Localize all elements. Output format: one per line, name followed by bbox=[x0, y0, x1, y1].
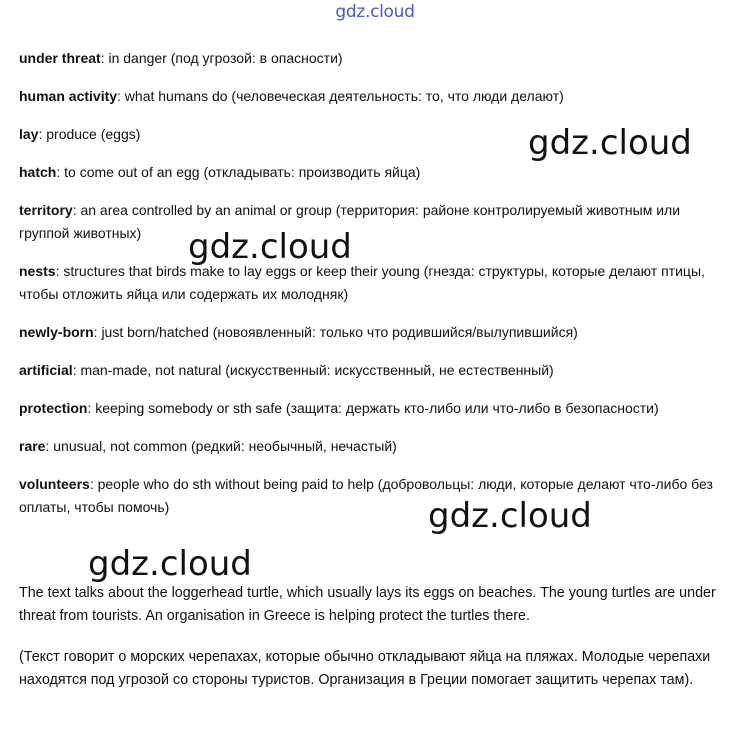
glossary-definition: : what humans do (человеческая деятельность: то, что люди делают) bbox=[117, 88, 564, 104]
glossary-definition: : keeping somebody or sth safe (защита: держать кто-либо или что-либо в безопасности) bbox=[87, 400, 659, 416]
glossary-definition: : to come out of an egg (откладывать: производить яйца) bbox=[56, 164, 421, 180]
glossary-entry bbox=[19, 199, 731, 245]
watermark-text: gdz.cloud bbox=[428, 496, 592, 536]
glossary-entry bbox=[19, 397, 731, 420]
glossary-term: protection bbox=[19, 400, 88, 416]
glossary-entry bbox=[19, 85, 731, 108]
glossary-list bbox=[19, 47, 731, 534]
glossary-term: under threat bbox=[19, 50, 101, 66]
glossary-entry bbox=[19, 359, 731, 382]
glossary-definition: : produce (eggs) bbox=[38, 126, 141, 142]
glossary-term: rare bbox=[19, 438, 46, 454]
glossary-term: human activity bbox=[19, 88, 118, 104]
glossary-term: hatch bbox=[19, 164, 57, 180]
glossary-term: lay bbox=[19, 126, 39, 142]
glossary-definition: : an area controlled by an animal or group (территория: районе контролируемый животным или группой животных) bbox=[19, 202, 681, 241]
glossary-definition: : man-made, not natural (искусственный: искусственный, не естественный) bbox=[72, 362, 554, 378]
glossary-definition: : structures that birds make to lay eggs or keep their young (гнезда: структуры, которые делают птицы, чтобы отложить яйца или содержать их молодняк) bbox=[19, 263, 705, 302]
glossary-term: nests bbox=[19, 263, 56, 279]
glossary-term: volunteers bbox=[19, 476, 90, 492]
glossary-term: territory bbox=[19, 202, 73, 218]
glossary-entry bbox=[19, 435, 731, 458]
watermark-text: gdz.cloud bbox=[528, 123, 692, 163]
summary-russian: (Текст говорит о морских черепахах, которые обычно откладывают яйца на пляжах. Молодые черепахи находятся под угрозой со стороны туристов. Организация в Греции помогает защитить черепах там). bbox=[19, 649, 711, 688]
glossary-definition: : people who do sth without being paid to help (добровольцы: люди, которые делают что-либо без оплаты, чтобы помочь) bbox=[19, 476, 713, 515]
glossary-term: artificial bbox=[19, 362, 73, 378]
glossary-definition: : just born/hatched (новоявленный: только что родившийся/вылупившийся) bbox=[93, 324, 578, 340]
glossary-definition: : in danger (под угрозой: в опасности) bbox=[100, 50, 343, 66]
summary-english: The text talks about the loggerhead turtle, which usually lays its eggs on beaches. The young turtles are under threat from tourists. An organisation in Greece is helping protect the turtles there. bbox=[19, 585, 716, 624]
glossary-definition: : unusual, not common (редкий: необычный, нечастый) bbox=[45, 438, 397, 454]
glossary-entry bbox=[19, 161, 731, 184]
glossary-entry bbox=[19, 473, 731, 519]
glossary-term: newly-born bbox=[19, 324, 94, 340]
watermark-text: gdz.cloud bbox=[88, 544, 252, 584]
top-watermark-link: gdz.cloud bbox=[335, 2, 415, 22]
watermark-text: gdz.cloud bbox=[188, 227, 352, 267]
glossary-entry bbox=[19, 47, 731, 70]
glossary-entry bbox=[19, 260, 731, 306]
glossary-entry bbox=[19, 321, 731, 344]
